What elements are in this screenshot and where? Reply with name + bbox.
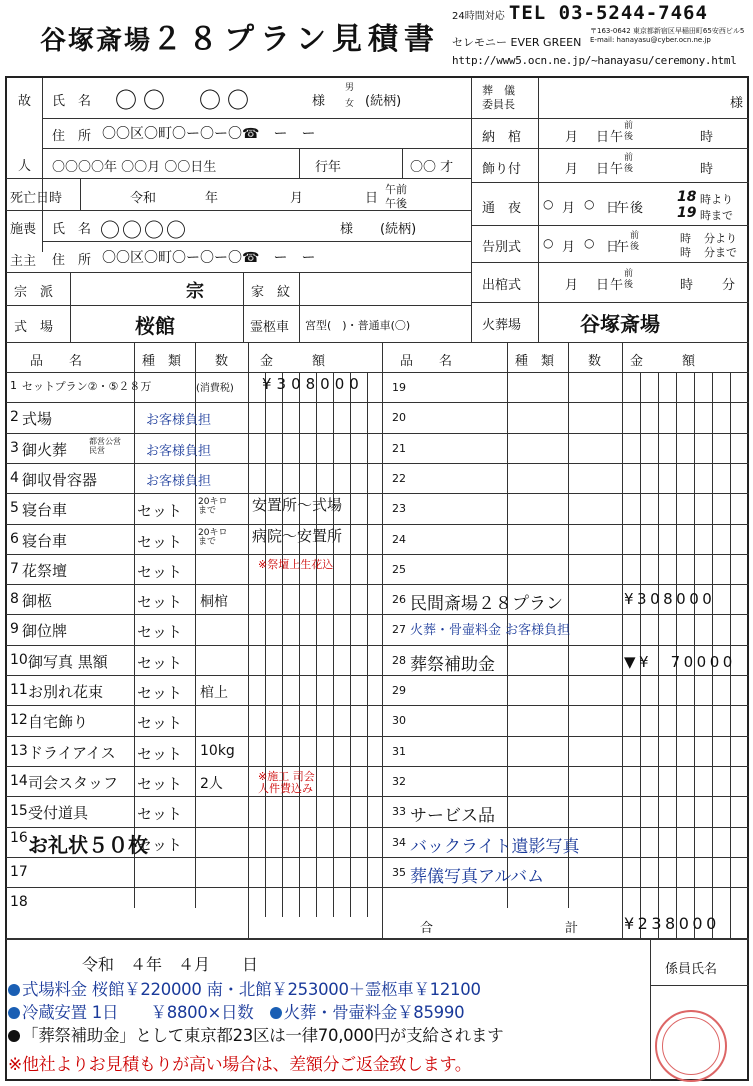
deceased-label-2: 人 — [18, 159, 32, 174]
phone-number: 24時間対応 TEL 03-5244-7464 — [452, 2, 708, 24]
venue-label: 式 場 — [14, 320, 54, 335]
row-item-number: 22 — [392, 472, 406, 485]
mourner-name-value: 〇〇〇〇 — [100, 218, 188, 242]
row-item-name: 9 — [10, 621, 19, 637]
row-item-label: 御火葬 — [22, 441, 68, 459]
footer-line-3: 「葬祭補助金」として東京都23区は一律70,000円が支給されます — [8, 1022, 503, 1046]
row-item-type: セット — [137, 836, 183, 854]
row-item-label: 火葬・骨壷料金 お客様負担 — [410, 623, 571, 638]
row-item-label: 花祭壇 — [22, 562, 68, 580]
row-divider — [6, 887, 749, 888]
sched-hour: 時 — [680, 246, 691, 259]
footer-refund-note: ※他社よりお見積もりが高い場合は、差額分ご返金致します。 — [8, 1055, 472, 1075]
name-value: 〇〇 〇〇 — [115, 89, 256, 114]
row-item-number: 24 — [392, 533, 406, 546]
company-address: 〒163-0642 東京都新宿区早稲田町65安西ビル5 E-mail: hanayasu@cyber.ocn.ne.jp — [590, 27, 745, 44]
staff-name-label: 係員氏名 — [665, 962, 718, 977]
row-divider — [6, 463, 749, 464]
sched-month: 月 — [565, 278, 579, 293]
row-item-number: 32 — [392, 775, 406, 788]
address-label: 住 所 — [52, 129, 92, 144]
sched-month: 月 — [565, 130, 579, 145]
sched-hour: 時 — [680, 278, 694, 293]
row-item-name: 6 — [10, 531, 19, 547]
row-item-name: 12 — [10, 712, 28, 728]
row-divider — [6, 827, 749, 828]
row-item-label: 葬儀写真アルバム — [410, 867, 545, 887]
row-item-number: 34 — [392, 836, 406, 849]
row-item-amount: 病院〜安置所 — [252, 527, 343, 545]
sched-min-from: 分より — [704, 232, 737, 245]
sched-day: 日 — [596, 130, 610, 145]
row-divider — [6, 766, 749, 767]
row-item-number: 21 — [392, 442, 406, 455]
gender-male: 男 — [345, 83, 355, 93]
row-item-qty: 20キロ まで — [198, 497, 228, 516]
sched-min-to: 分まで — [704, 246, 737, 259]
row-divider — [6, 402, 749, 403]
age-label: 行年 — [315, 160, 342, 175]
row-item-label: 御収骨容器 — [22, 471, 98, 489]
row-item-name: 7 — [10, 561, 19, 577]
sched-circle: ○ — [543, 236, 554, 250]
col-header-item: 品 名 — [30, 354, 83, 369]
sched-am: 前 — [624, 269, 634, 279]
sched-min: 分 — [722, 278, 736, 293]
chair-sama: 様 — [730, 96, 744, 111]
total-label-b: 計 — [565, 921, 579, 936]
row-item-number: 19 — [392, 381, 406, 394]
row-item-type: お客様負担 — [146, 413, 212, 428]
company-url: http://www5.ocn.ne.jp/~hanayasu/ceremony.html — [452, 54, 737, 67]
month-label: 月 — [290, 191, 304, 206]
row-item-name: 1 — [10, 379, 17, 392]
row-item-name: 15 — [10, 803, 28, 819]
row-item-type: セット — [137, 593, 183, 611]
crematorium-label: 火葬場 — [482, 318, 522, 333]
sched-go: 午 — [610, 162, 624, 177]
mourner-address-label: 住 所 — [52, 253, 92, 268]
sched-day: 日 — [606, 201, 620, 216]
row-item-type: セット — [137, 714, 183, 732]
row-item-name: 2 — [10, 409, 19, 425]
farewell-label: 告別式 — [482, 240, 522, 255]
relation-label: (続柄) — [365, 94, 402, 109]
row-item-number: 25 — [392, 563, 406, 576]
age-value: 〇〇 才 — [410, 160, 454, 175]
row-item-number: 26 — [392, 593, 406, 606]
sched-pm: 後 — [624, 132, 634, 142]
row-item-name: 5 — [10, 500, 19, 516]
row-item-label: 御位牌 — [22, 622, 68, 640]
row-item-name: 18 — [10, 894, 28, 910]
sched-day: 日 — [596, 162, 610, 177]
total-label-a: 合 — [420, 921, 434, 936]
pm-label: 午後 — [385, 197, 407, 210]
day-label: 日 — [365, 191, 379, 206]
hearse-label: 霊柩車 — [250, 320, 290, 335]
row-item-label: 御柩 — [22, 592, 53, 610]
chief-mourner-label-b: 主主 — [10, 254, 37, 269]
row-item-name: 16 — [10, 830, 28, 846]
row-item-label: ドライアイス — [28, 744, 116, 762]
sched-go: 午 — [610, 130, 624, 145]
row-item-type: セット — [137, 775, 183, 793]
row-item-label: 寝台車 — [22, 501, 68, 519]
sched-pm: 後 — [624, 164, 634, 174]
wake-start: 18 — [677, 189, 697, 205]
company-name: セレモニー EVER GREEN — [452, 36, 582, 49]
row-item-qty: (消費税) — [196, 383, 234, 394]
row-item-name: 11 — [10, 682, 28, 698]
row-item-number: 23 — [392, 502, 406, 515]
row-item-name: 14 — [10, 773, 28, 789]
crest-label: 家 紋 — [251, 285, 291, 300]
row-divider — [6, 584, 749, 585]
sched-pm: 後 — [624, 280, 634, 290]
row-item-type: セット — [137, 684, 183, 702]
row-item-amount: ¥308000 — [262, 375, 364, 393]
row-divider — [6, 524, 749, 525]
sched-month: 月 — [562, 240, 576, 255]
sect-value: 宗 — [186, 281, 204, 302]
gender-female: 女 — [345, 99, 355, 109]
row-item-qty: 2人 — [200, 776, 223, 792]
address-value: 〇〇区〇町〇ー〇ー〇☎ ー ー — [102, 126, 316, 142]
sched-go: 午 — [610, 278, 624, 293]
sched-circle: ○ — [584, 236, 595, 250]
footer-line-2: 冷蔵安置 1日 ￥8800×日数 火葬・骨壷料金￥85990 — [8, 999, 464, 1023]
row-divider — [6, 493, 749, 494]
row-item-number: 35 — [392, 866, 406, 879]
row-item-label: 式場 — [22, 410, 53, 428]
row-item-name: 17 — [10, 864, 28, 880]
mourner-relation: (続柄) — [380, 222, 417, 237]
sched-am: 前 — [630, 231, 640, 241]
row-item-amount: 安置所〜式場 — [252, 496, 343, 514]
row-divider — [6, 705, 749, 706]
row-item-type: お客様負担 — [146, 444, 212, 459]
chief-mourner-label-a: 施喪 — [10, 222, 37, 237]
sched-go: 午 — [616, 201, 630, 216]
col-header-type: 種 類 — [142, 354, 182, 369]
sched-pm: 後 — [630, 201, 644, 216]
row-divider — [6, 796, 749, 797]
sched-month: 月 — [562, 201, 576, 216]
row-divider — [6, 736, 749, 737]
row-item-qty: 20キロ まで — [198, 528, 228, 547]
row-item-type: セット — [137, 654, 183, 672]
row-item-number: 20 — [392, 411, 406, 424]
row-divider — [6, 433, 749, 434]
sched-pm: 後 — [630, 242, 640, 252]
sect-label: 宗 派 — [14, 285, 54, 300]
death-reiwa: 令和 — [130, 191, 157, 206]
sched-month: 月 — [565, 162, 579, 177]
row-item-label: 御写真 黒額 — [28, 653, 108, 671]
sched-go: 午 — [616, 240, 630, 255]
encoffin-label: 納 棺 — [482, 130, 522, 145]
col-header-amount: 金 額 — [260, 354, 326, 369]
mourner-address-value: 〇〇区〇町〇ー〇ー〇☎ ー ー — [102, 250, 316, 266]
footer-line-1: 式場料金 桜館￥220000 南・北館￥253000＋霊柩車￥12100 — [8, 976, 481, 1000]
mourner-name-label: 氏 名 — [52, 222, 92, 237]
row-item-name: 8 — [10, 591, 19, 607]
row-item-amount: ¥308000 — [624, 590, 716, 608]
total-amount: ¥238000 — [624, 914, 720, 933]
row-item-name: 13 — [10, 743, 28, 759]
row-divider — [6, 554, 749, 555]
row-item-label: 葬祭補助金 — [410, 655, 495, 675]
sched-day: 日 — [596, 278, 610, 293]
row-item-number: 31 — [392, 745, 406, 758]
row-item-sub: 都営公営 民営 — [89, 437, 121, 455]
row-item-qty: 棺上 — [200, 685, 228, 701]
row-item-amount: ※施工 司会 人件費込み — [258, 770, 315, 795]
venue-value: 桜館 — [135, 314, 175, 338]
sched-hour: 時 — [700, 162, 714, 177]
row-item-name: 4 — [10, 470, 19, 486]
row-item-label: 寝台車 — [22, 532, 68, 550]
row-item-number: 28 — [392, 654, 406, 667]
page-title: 谷塚斎場２８プラン見積書 — [40, 22, 441, 57]
col-header-amount-2: 金 額 — [630, 354, 696, 369]
decoration-label: 飾り付 — [482, 162, 522, 177]
row-item-label: 受付道具 — [28, 804, 89, 822]
col-header-qty-2: 数 — [588, 354, 602, 369]
row-item-type: セット — [137, 623, 183, 641]
row-item-type: セット — [137, 563, 183, 581]
wake-end-label: 時まで — [700, 209, 733, 222]
row-item-number: 27 — [392, 623, 406, 636]
row-item-label: サービス品 — [410, 806, 495, 826]
name-label: 氏 名 — [52, 94, 92, 109]
row-item-type: セット — [137, 533, 183, 551]
sched-hour: 時 — [700, 130, 714, 145]
row-item-number: 29 — [392, 684, 406, 697]
sched-circle: ○ — [584, 197, 595, 211]
wake-start-label: 時より — [700, 193, 733, 206]
committee-chair-label: 葬 儀 委員長 — [482, 84, 515, 111]
row-item-label: お礼状５０枚 — [28, 833, 148, 857]
row-divider — [6, 645, 749, 646]
row-divider — [6, 614, 749, 615]
col-header-type-2: 種 類 — [515, 354, 555, 369]
sama-label: 様 — [312, 94, 326, 109]
row-item-type: セット — [137, 745, 183, 763]
death-date-label: 死亡日時 — [10, 191, 63, 206]
year-label: 年 — [205, 191, 219, 206]
am-label: 午前 — [385, 183, 407, 196]
row-item-label: 民間斎場２８プラン — [410, 594, 563, 614]
row-item-name: 10 — [10, 652, 28, 668]
col-header-item-2: 品 名 — [400, 354, 453, 369]
row-item-qty: 桐棺 — [200, 594, 228, 610]
company-seal-inner — [662, 1017, 720, 1075]
row-item-label: 司会スタッフ — [28, 774, 119, 792]
sched-circle: ○ — [543, 197, 554, 211]
col-header-qty: 数 — [215, 354, 229, 369]
birth-value: 〇〇〇〇年 〇〇月 〇〇日生 — [52, 160, 217, 175]
sched-am: 前 — [624, 153, 634, 163]
sched-day: 日 — [606, 240, 620, 255]
departure-label: 出棺式 — [482, 278, 522, 293]
sched-am: 前 — [624, 121, 634, 131]
deceased-label: 故 — [18, 94, 32, 109]
row-item-number: 33 — [392, 805, 406, 818]
row-divider — [6, 675, 749, 676]
row-item-amount: ▼¥ 70000 — [624, 653, 736, 671]
row-item-label: 自宅飾り — [28, 713, 89, 731]
row-item-qty: 10kg — [200, 743, 235, 759]
row-item-type: セット — [137, 502, 183, 520]
wake-end: 19 — [677, 205, 697, 221]
row-item-type: お客様負担 — [146, 474, 212, 489]
hearse-value: 宮型( )・普通車(〇) — [305, 319, 411, 332]
row-item-label: バックライト遺影写真 — [410, 837, 580, 857]
row-item-label: セットプラン②・⑤２８万 — [22, 380, 152, 393]
crematorium-value: 谷塚斎場 — [580, 312, 660, 336]
row-item-number: 30 — [392, 714, 406, 727]
sched-hour: 時 — [680, 232, 691, 245]
wake-label: 通 夜 — [482, 201, 522, 216]
row-item-type: セット — [137, 805, 183, 823]
estimate-date: 令和 ４年 ４月 日 — [82, 955, 259, 974]
mourner-sama: 様 — [340, 222, 354, 237]
row-item-label: お別れ花束 — [28, 683, 104, 701]
row-item-amount: ※祭壇上生花込 — [258, 558, 334, 571]
row-item-name: 3 — [10, 440, 19, 456]
